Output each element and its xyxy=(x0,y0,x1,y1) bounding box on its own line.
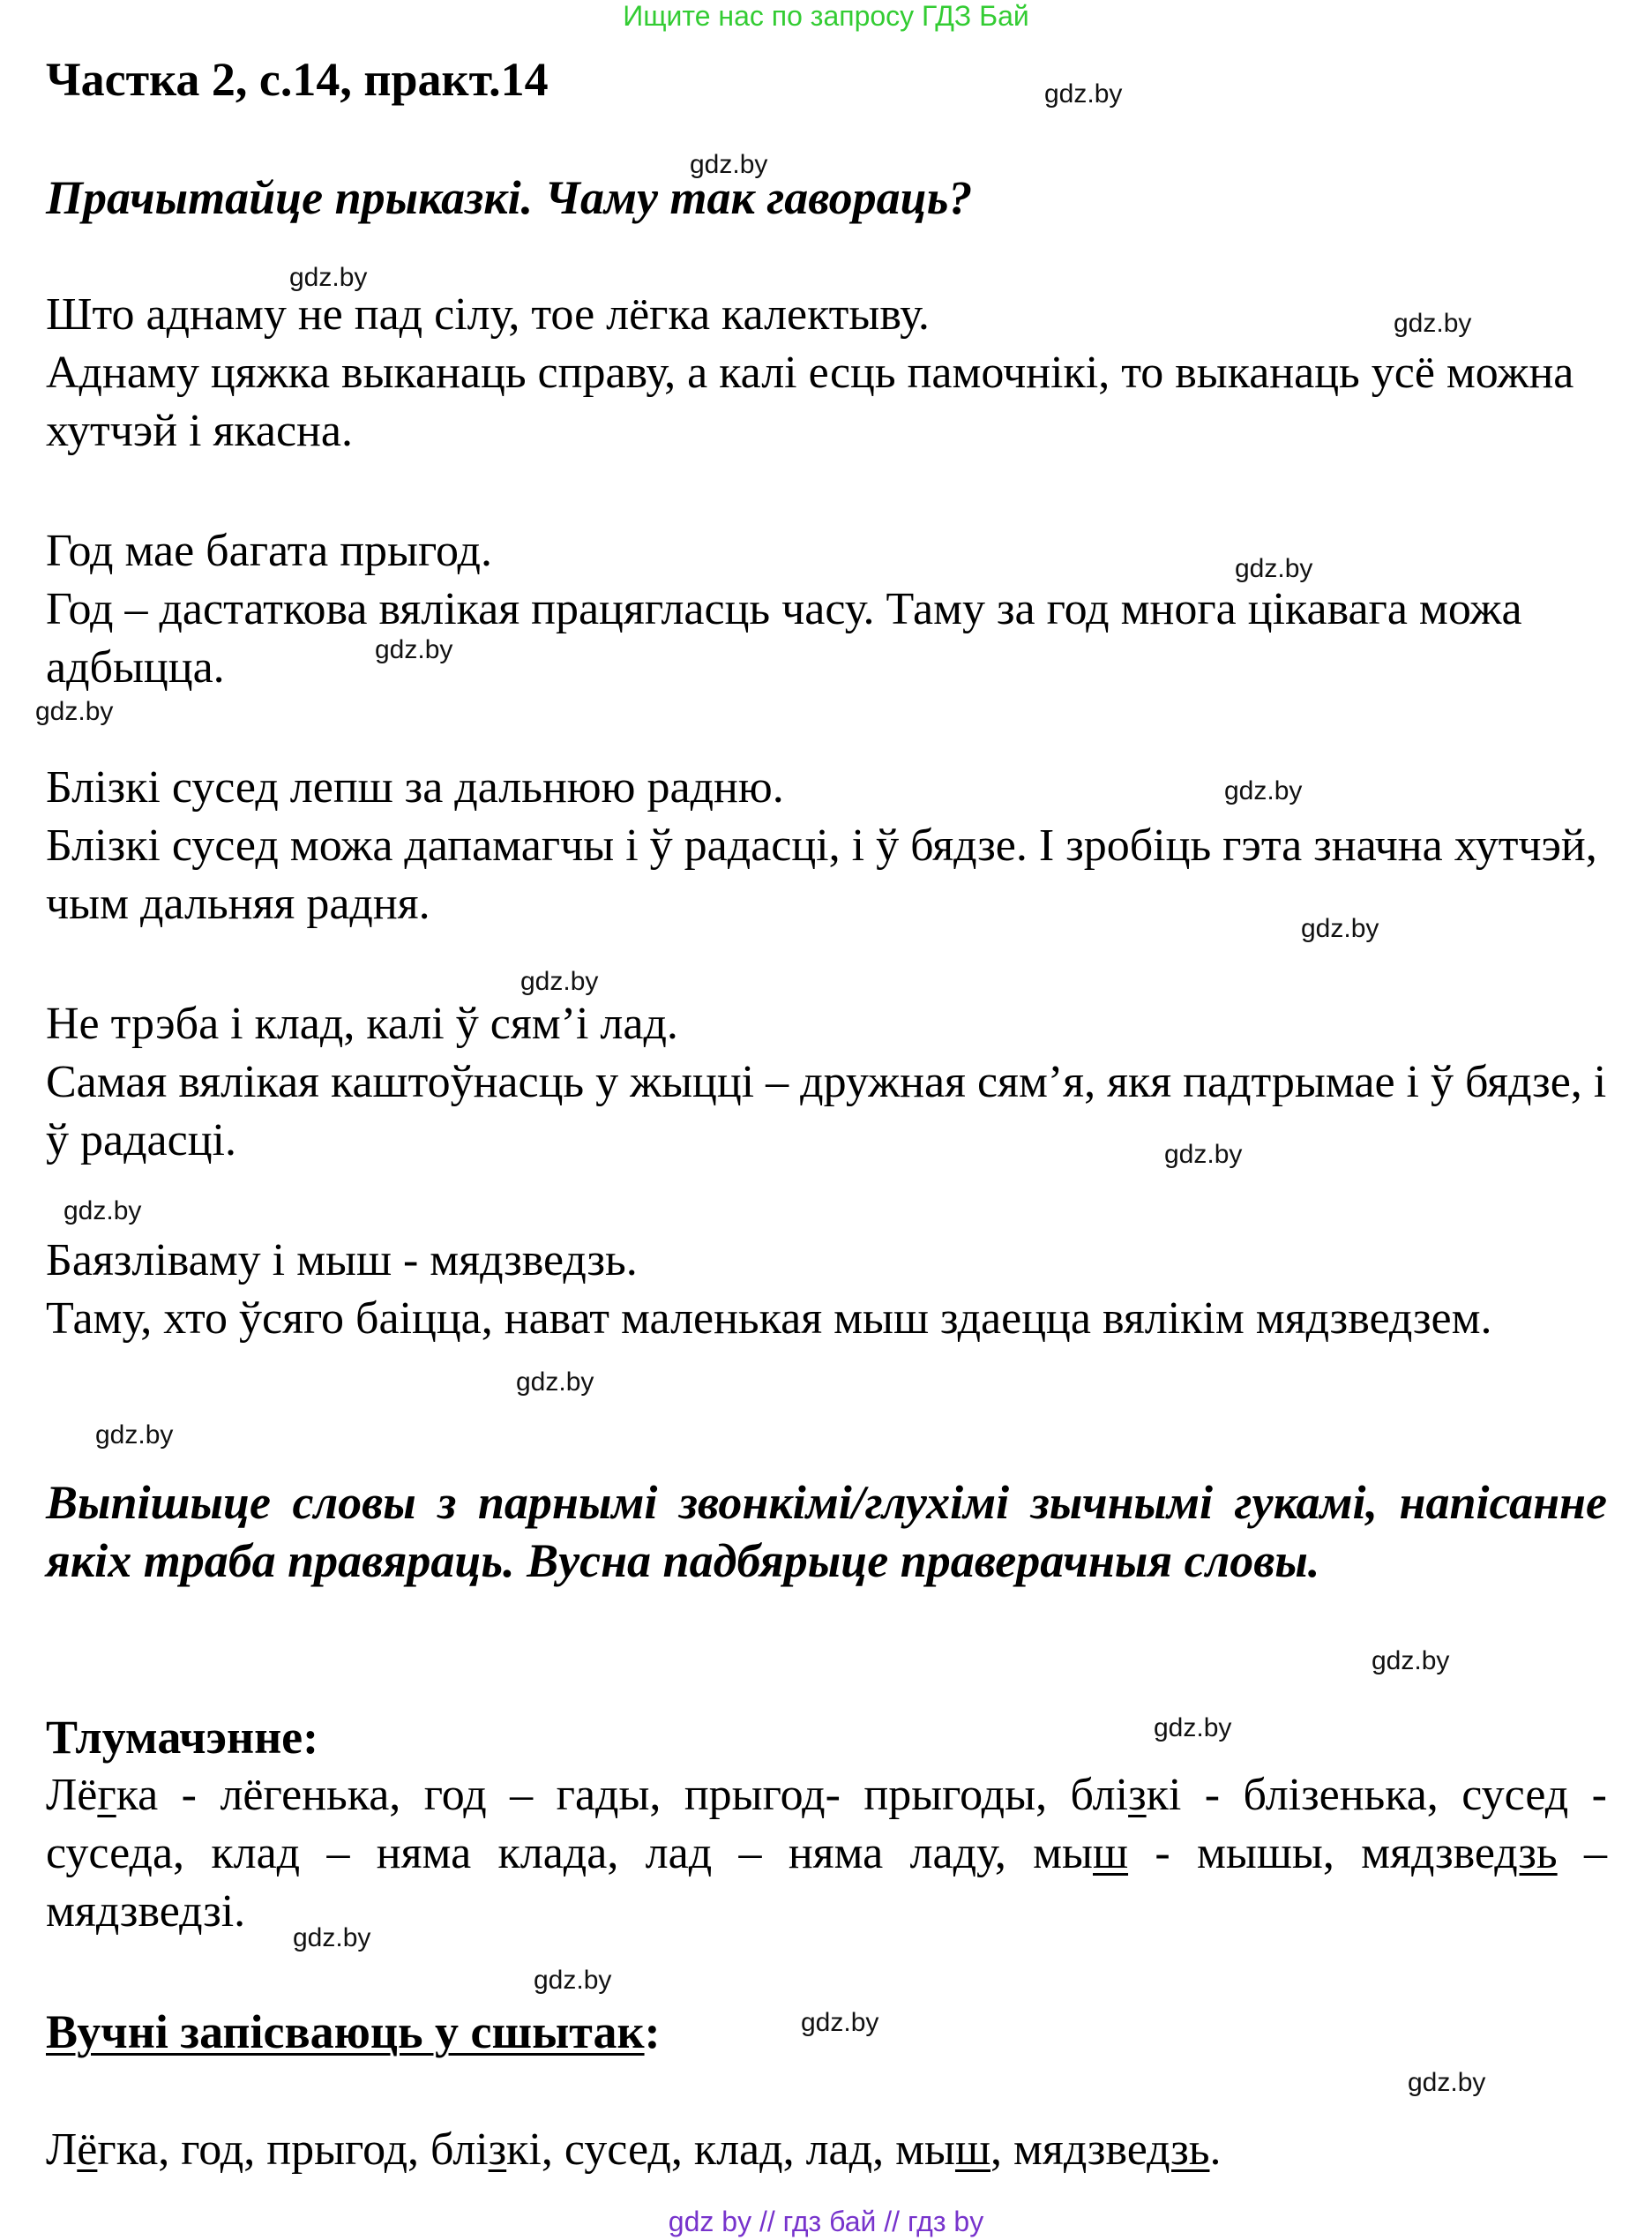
proverb-saying: Блізкі сусед лепш за дальнюю радню. xyxy=(46,762,784,813)
page-title: Частка 2, с.14, практ.14 xyxy=(46,53,549,106)
notebook-text: Лёгка, год, прыгод, блізкі, сусед, клад, лад, мыш, мядзведзь. xyxy=(46,2124,1222,2175)
watermark: gdz.by xyxy=(690,150,768,179)
proverb-block-2 xyxy=(46,522,1607,697)
watermark: gdz.by xyxy=(293,1923,371,1952)
proverb-explanation: Блізкі сусед можа дапамагчы і ў радасці, і ў бядзе. І зробіць гэта значна хутчэй, чым дальняя радня. xyxy=(46,820,1597,929)
watermark: gdz.by xyxy=(1235,554,1313,583)
task-two-heading: Выпішыце словы з парнымі звонкімі/глухімі зычнымі гукамі, напісанне якіх траба правяраць. Вусна падбярыце праверачныя словы. xyxy=(46,1476,1607,1587)
proverb-saying: Год мае багата прыгод. xyxy=(46,526,492,576)
watermark: gdz.by xyxy=(534,1966,612,1995)
watermark: gdz.by xyxy=(520,967,599,996)
watermark: gdz.by xyxy=(1408,2068,1486,2097)
watermark: gdz.by xyxy=(801,2008,879,2037)
watermark: gdz.by xyxy=(289,263,368,292)
watermark: gdz.by xyxy=(1044,79,1123,109)
proverb-block-5 xyxy=(46,1232,1607,1348)
proverb-saying: Што аднаму не пад сілу, тое лёгка калектыву. xyxy=(46,289,930,340)
watermark: gdz.by xyxy=(1394,309,1472,338)
watermark: gdz.by xyxy=(95,1420,174,1450)
notebook-heading: Вучні запісваюць у сшытак: xyxy=(46,2005,661,2058)
proverb-explanation: Аднаму цяжка выканаць справу, а калі есць памочнікі, то выканаць усё можна хутчэй і якасна. xyxy=(46,348,1574,456)
proverb-explanation: Год – дастаткова вялікая працягласць часу. Таму за год многа цікавага можа адбыцца. xyxy=(46,584,1522,693)
watermark: gdz.by xyxy=(1301,914,1379,943)
watermark: gdz.by xyxy=(375,635,453,664)
search-banner: Ищите нас по запросу ГДЗ Бай xyxy=(623,0,1029,32)
task-one-heading: Прачытайце прыказкі. Чаму так гавораць? xyxy=(46,171,973,224)
watermark: gdz.by xyxy=(516,1367,594,1397)
explanation-text: Лёгка - лёгенька, год – гады, прыгод- прыгоды, блізкі - блізенька, сусед - суседа, клад – няма клада, лад – няма ладу, мыш - мышы, мядзведзь – мядзведзі. xyxy=(46,1770,1607,1937)
watermark: gdz.by xyxy=(1154,1713,1232,1742)
proverb-saying: Не трэба і клад, калі ў сям’і лад. xyxy=(46,999,678,1049)
watermark: gdz.by xyxy=(1224,776,1303,805)
proverb-block-1 xyxy=(46,286,1607,461)
proverb-block-4 xyxy=(46,995,1607,1170)
proverb-saying: Баязліваму і мыш - мядзведзь. xyxy=(46,1235,638,1285)
explanation-heading: Тлумачэнне: xyxy=(46,1711,319,1764)
watermark: gdz.by xyxy=(1372,1646,1450,1675)
watermark: gdz.by xyxy=(1164,1140,1243,1169)
watermark: gdz.by xyxy=(64,1196,142,1225)
footer-links: gdz by // гдз бай // гдз by xyxy=(668,2206,984,2237)
proverb-explanation: Самая вялікая каштоўнасць у жыцці – дружная сям’я, якя падтрымае і ў бядзе, і ў радасці. xyxy=(46,1057,1607,1165)
watermark: gdz.by xyxy=(35,697,114,726)
proverb-explanation: Таму, хто ўсяго баіцца, нават маленькая мыш здаецца вялікім мядзведзем. xyxy=(46,1293,1492,1344)
proverb-block-3 xyxy=(46,759,1607,933)
